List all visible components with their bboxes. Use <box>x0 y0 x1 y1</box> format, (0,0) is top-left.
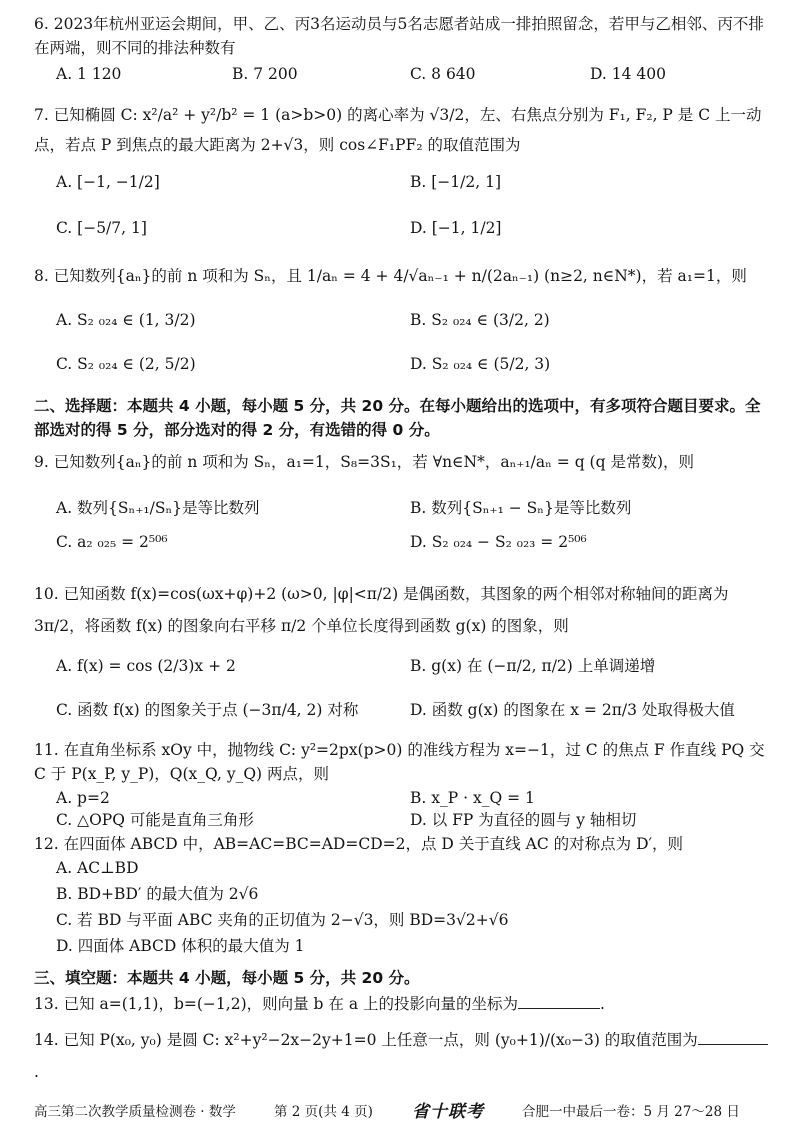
question-10 <box>34 578 768 728</box>
question-13 <box>34 992 768 1016</box>
option-a: A. p=2 <box>56 789 110 807</box>
question-9-options <box>34 474 768 554</box>
option-b: B. [−1/2, 1] <box>410 173 501 191</box>
option-c: C. △OPQ 可能是直角三角形 <box>56 811 254 829</box>
option-a: A. S₂ ₀₂₄ ∈ (1, 3/2) <box>56 311 196 329</box>
answer-blank <box>518 992 600 1009</box>
question-11-stem: 11. 在直角坐标系 xOy 中，抛物线 C: y²=2px(p>0) 的准线方程为 x=−1，过 C 的焦点 F 作直线 PQ 交 C 于 P(x_P, y_P)，Q(x_Q, y_Q) 两点，则 <box>34 741 765 783</box>
option-b: B. 数列{Sₙ₊₁ − Sₙ}是等比数列 <box>410 499 632 517</box>
question-6-options <box>34 60 768 86</box>
question-9-stem: 9. 已知数列{aₙ}的前 n 项和为 Sₙ，a₁=1，S₈=3S₁，若 ∀n∈N*，aₙ₊₁/aₙ = q (q 是常数)，则 <box>34 453 694 471</box>
question-11 <box>34 738 768 830</box>
option-b: B. g(x) 在 (−π/2, π/2) 上单调递增 <box>410 657 656 675</box>
question-8-options <box>34 290 768 382</box>
option-d: D. 四面体 ABCD 体积的最大值为 1 <box>56 937 305 955</box>
option-c: C. [−5/7, 1] <box>56 219 147 237</box>
option-a: A. 数列{Sₙ₊₁/Sₙ}是等比数列 <box>56 499 260 517</box>
question-12-stem: 12. 在四面体 ABCD 中，AB=AC=BC=AD=CD=2，点 D 关于直线 AC 的对称点为 D′，则 <box>34 835 684 853</box>
page-footer <box>34 1098 768 1122</box>
option-d: D. 14 400 <box>590 65 666 83</box>
option-b: B. S₂ ₀₂₄ ∈ (3/2, 2) <box>410 311 550 329</box>
question-6-stem: 6. 2023年杭州亚运会期间，甲、乙、丙3名运动员与5名志愿者站成一排拍照留念，若甲与乙相邻、丙不排在两端，则不同的排法种数有 <box>34 15 764 57</box>
question-9 <box>34 450 768 554</box>
section-2-heading: 二、选择题：本题共 4 小题，每小题 5 分，共 20 分。在每小题给出的选项中，有多项符合题目要求。全部选对的得 5 分，部分选对的得 2 分，有选错的得 0 分。 <box>34 397 761 439</box>
option-a: A. f(x) = cos (2/3)x + 2 <box>56 657 236 675</box>
option-d: D. S₂ ₀₂₄ − S₂ ₀₂₃ = 2⁵⁰⁶ <box>410 533 587 551</box>
footer-schedule: 合肥一中最后一卷：5 月 27～28 日 <box>522 1104 740 1120</box>
footer-page-number: 第 2 页(共 4 页) <box>274 1104 373 1120</box>
option-b: B. x_P · x_Q = 1 <box>410 789 535 807</box>
question-13-end: . <box>600 995 605 1013</box>
question-14-end: . <box>34 1063 39 1081</box>
question-8-stem: 8. 已知数列{aₙ}的前 n 项和为 Sₙ，且 1/aₙ = 4 + 4/√aₙ₋₁ + n/(2aₙ₋₁) (n≥2, n∈N*)，若 a₁=1，则 <box>34 267 747 285</box>
question-7-stem: 7. 已知椭圆 C: x²/a² + y²/b² = 1 (a>b>0) 的离心率为 √3/2，左、右焦点分别为 F₁, F₂, P 是 C 上一动点，若点 P 到焦点的最大距离为 2+√3，则 cos∠F₁PF₂ 的取值范围为 <box>34 106 762 154</box>
question-7-options <box>34 160 768 248</box>
question-13-stem: 13. 已知 a=(1,1)，b=(−1,2)，则向量 b 在 a 上的投影向量的坐标为 <box>34 995 518 1013</box>
option-c: C. 函数 f(x) 的图象关于点 (−3π/4, 2) 对称 <box>56 701 359 719</box>
question-7 <box>34 100 768 248</box>
option-a: A. 1 120 <box>56 65 122 83</box>
option-d: D. [−1, 1/2] <box>410 219 502 237</box>
question-14-stem: 14. 已知 P(x₀, y₀) 是圆 C: x²+y²−2x−2y+1=0 上任意一点，则 (y₀+1)/(x₀−3) 的取值范围为 <box>34 1031 698 1049</box>
question-12 <box>34 832 768 960</box>
footer-exam-title: 高三第二次教学质量检测卷 · 数学 <box>34 1104 236 1120</box>
option-c: C. 8 640 <box>410 65 476 83</box>
question-12-options <box>34 856 768 960</box>
question-6 <box>34 12 768 86</box>
question-10-stem: 10. 已知函数 f(x)=cos(ωx+φ)+2 (ω>0, |φ|<π/2) 是偶函数，其图象的两个相邻对称轴间的距离为 3π/2，将函数 f(x) 的图象向右平移 π/2 个单位长度得到函数 g(x) 的图象，则 <box>34 585 729 635</box>
question-11-options <box>34 786 768 830</box>
section-3-heading: 三、填空题：本题共 4 小题，每小题 5 分，共 20 分。 <box>34 969 420 987</box>
answer-blank <box>698 1028 768 1045</box>
option-a: A. AC⊥BD <box>56 859 139 877</box>
option-b: B. 7 200 <box>232 65 298 83</box>
option-d: D. 函数 g(x) 的图象在 x = 2π/3 处取得极大值 <box>410 701 735 719</box>
option-c: C. 若 BD 与平面 ABC 夹角的正切值为 2−√3，则 BD=3√2+√6 <box>56 911 509 929</box>
question-8 <box>34 262 768 382</box>
option-c: C. a₂ ₀₂₅ = 2⁵⁰⁶ <box>56 533 168 551</box>
option-b: B. BD+BD′ 的最大值为 2√6 <box>56 885 259 903</box>
option-d: D. S₂ ₀₂₄ ∈ (5/2, 3) <box>410 355 551 373</box>
option-d: D. 以 FP 为直径的圆与 y 轴相切 <box>410 811 637 829</box>
footer-brand-logo: 省十联考 <box>412 1102 484 1122</box>
option-c: C. S₂ ₀₂₄ ∈ (2, 5/2) <box>56 355 196 373</box>
question-10-options <box>34 642 768 728</box>
question-14 <box>34 1024 768 1088</box>
option-a: A. [−1, −1/2] <box>56 173 160 191</box>
